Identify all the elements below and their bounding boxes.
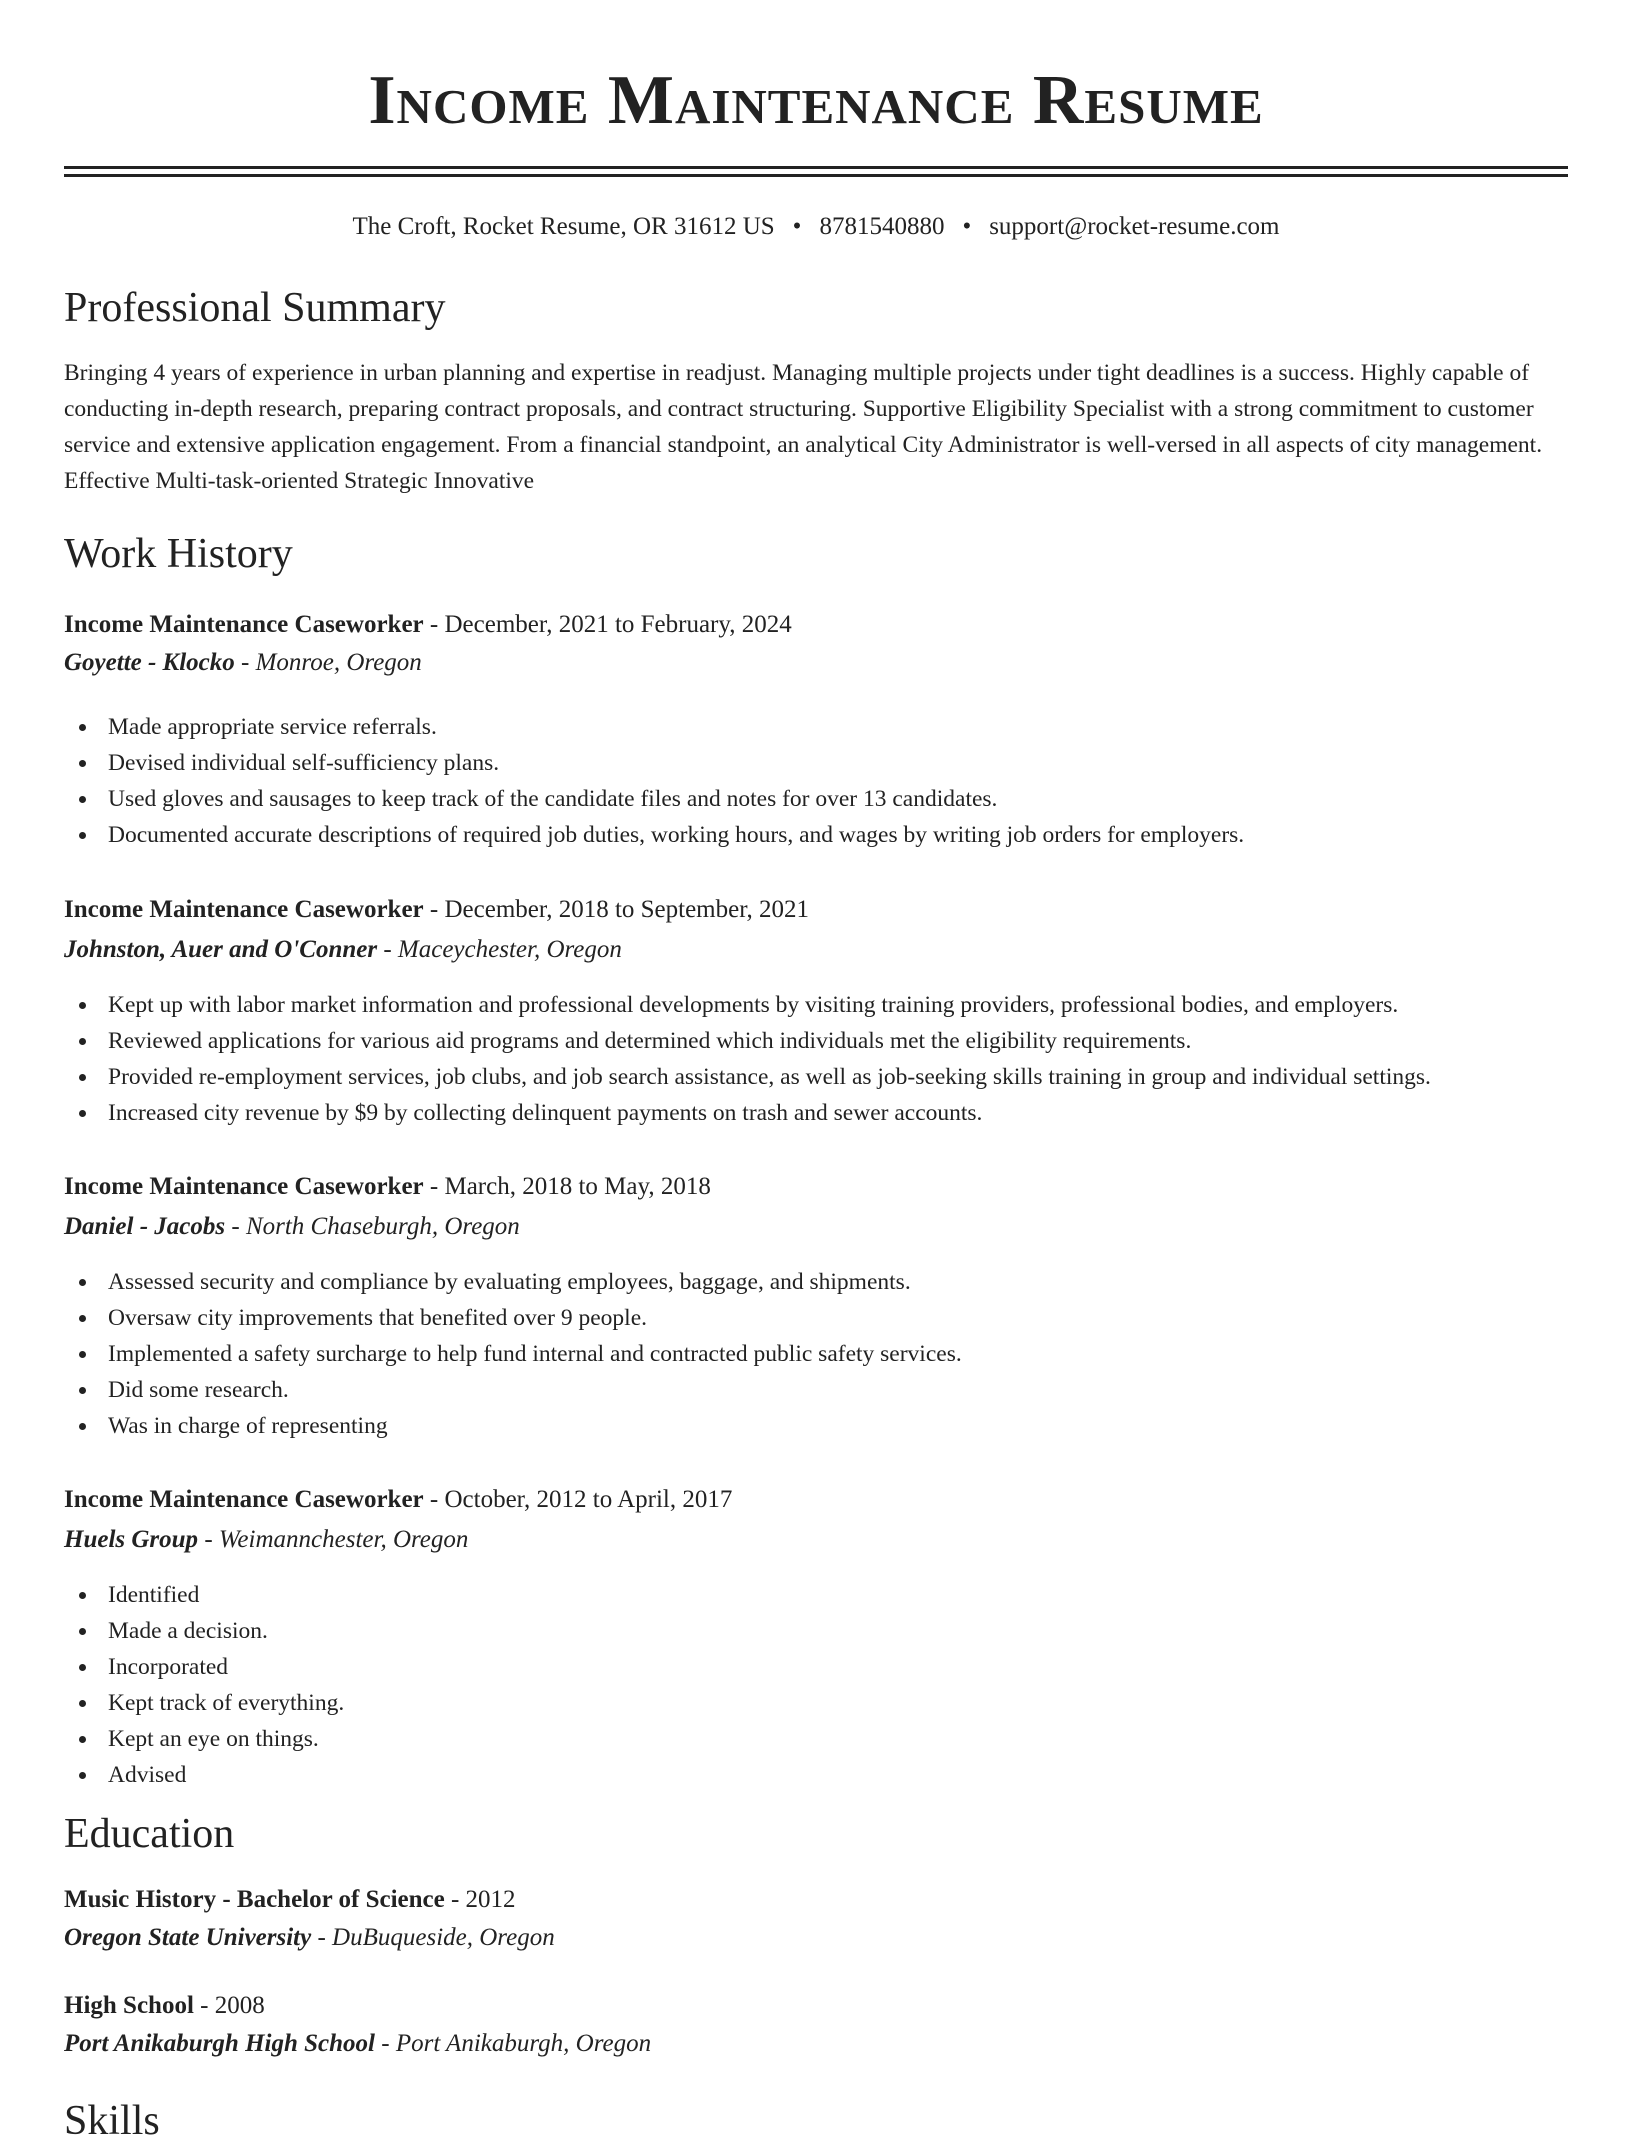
contact-separator: •: [962, 213, 972, 240]
job-dates: December, 2018 to September, 2021: [444, 896, 810, 923]
job-bullet: Kept an eye on things.: [64, 1721, 1568, 1757]
contact-email: support@rocket-resume.com: [989, 213, 1280, 240]
job-bullet: Documented accurate descriptions of required job duties, working hours, and wages by writing job orders for employers.: [64, 817, 1568, 853]
job-bullet-list: [64, 1577, 1568, 1793]
job-bullet: Advised: [64, 1757, 1568, 1793]
dash: -: [377, 936, 398, 963]
dash: -: [423, 896, 445, 923]
job-bullet-list: [64, 1264, 1568, 1444]
job-bullet: Made a decision.: [64, 1613, 1568, 1649]
dash: -: [234, 649, 256, 676]
contact-address: The Croft, Rocket Resume, OR 31612 US: [352, 213, 775, 240]
job-entry: [64, 612, 1568, 853]
summary-text: Bringing 4 years of experience in urban planning and expertise in readjust. Managing multiple projects under tight deadlines is a success. Highly capable of conducting in-depth research, preparing contract proposals, and contract structuring. Supportive Eligibility Specialist with a strong commitment to customer service and extensive application engagement. From a financial standpoint, an analytical City Administrator is well-versed in all aspects of city management. Effective Multi-task-oriented Strategic Innovative: [64, 360, 1543, 494]
dash: -: [311, 1924, 333, 1951]
education-degree-line: [64, 1993, 1568, 2018]
job-company-line: [64, 650, 1568, 675]
job-company: Goyette - Klocko: [64, 649, 235, 676]
job-title-line: [64, 612, 1568, 637]
dash: -: [444, 1886, 466, 1913]
education-school-line: [64, 1925, 1568, 1950]
job-entry: [64, 1174, 1568, 1444]
job-company: Johnston, Auer and O'Conner: [64, 936, 378, 963]
job-bullet: Used gloves and sausages to keep track of the candidate files and notes for over 13 candidates.: [64, 781, 1568, 817]
title-divider-bottom: [64, 174, 1568, 177]
job-dates: October, 2012 to April, 2017: [444, 1486, 733, 1513]
job-bullet: Made appropriate service referrals.: [64, 709, 1568, 745]
job-title-line: [64, 897, 1568, 922]
dash: -: [225, 1213, 246, 1240]
dash: -: [198, 1526, 219, 1553]
education-location: DuBuqueside, Oregon: [332, 1924, 555, 1951]
education-location: Port Anikaburgh, Oregon: [395, 2030, 652, 2057]
dash: -: [423, 1486, 445, 1513]
education-year: 2012: [465, 1886, 516, 1913]
education-degree: Music History - Bachelor of Science: [64, 1886, 445, 1913]
job-bullet: Assessed security and compliance by evaluating employees, baggage, and shipments.: [64, 1264, 1568, 1300]
summary-heading: Professional Summary: [64, 285, 446, 331]
job-company: Daniel - Jacobs: [64, 1213, 226, 1240]
education-school: Oregon State University: [64, 1924, 312, 1951]
job-role: Income Maintenance Caseworker: [64, 611, 424, 638]
contact-line: [64, 214, 1568, 239]
job-company: Huels Group: [64, 1526, 199, 1553]
job-list: [64, 612, 1568, 1793]
job-bullet-list: [64, 709, 1568, 853]
dash: -: [374, 2030, 396, 2057]
job-role: Income Maintenance Caseworker: [64, 1486, 424, 1513]
job-bullet: Devised individual self-sufficiency plans.: [64, 745, 1568, 781]
job-bullet-list: [64, 987, 1568, 1131]
resume-title: Income Maintenance Resume: [368, 62, 1264, 139]
job-location: Maceychester, Oregon: [397, 936, 622, 963]
job-title-line: [64, 1487, 1568, 1512]
job-bullet: Incorporated: [64, 1649, 1568, 1685]
job-bullet: Identified: [64, 1577, 1568, 1613]
education-school: Port Anikaburgh High School: [64, 2030, 375, 2057]
contact-separator: •: [792, 213, 802, 240]
job-role: Income Maintenance Caseworker: [64, 1173, 424, 1200]
dash: -: [423, 611, 445, 638]
job-bullet: Was in charge of representing: [64, 1408, 1568, 1444]
resume-page: [64, 0, 1568, 2142]
job-bullet: Increased city revenue by $9 by collecting delinquent payments on trash and sewer accounts.: [64, 1095, 1568, 1131]
dash: -: [423, 1173, 445, 1200]
job-bullet: Kept track of everything.: [64, 1685, 1568, 1721]
dash: -: [193, 1992, 215, 2019]
education-entry: [64, 1887, 1568, 1950]
job-company-line: [64, 1527, 1568, 1552]
job-entry: [64, 1487, 1568, 1793]
skills-heading: Skills: [64, 2098, 160, 2144]
job-company-line: [64, 937, 1568, 962]
job-dates: December, 2021 to February, 2024: [444, 611, 792, 638]
job-bullet: Implemented a safety surcharge to help fund internal and contracted public safety services.: [64, 1336, 1568, 1372]
job-bullet: Oversaw city improvements that benefited over 9 people.: [64, 1300, 1568, 1336]
education-degree: High School: [64, 1992, 194, 2019]
job-company-line: [64, 1214, 1568, 1239]
education-entry: [64, 1993, 1568, 2056]
work-history-heading: Work History: [64, 531, 293, 577]
education-heading: Education: [64, 1811, 235, 1857]
contact-phone: 8781540880: [819, 213, 945, 240]
job-entry: [64, 897, 1568, 1131]
job-dates: March, 2018 to May, 2018: [444, 1173, 711, 1200]
education-list: [64, 1887, 1568, 2056]
job-title-line: [64, 1174, 1568, 1199]
education-school-line: [64, 2031, 1568, 2056]
job-bullet: Reviewed applications for various aid programs and determined which individuals met the eligibility requirements.: [64, 1023, 1568, 1059]
job-location: Weimannchester, Oregon: [218, 1526, 469, 1553]
job-location: Monroe, Oregon: [255, 649, 422, 676]
job-bullet: Provided re-employment services, job clubs, and job search assistance, as well as job-seeking skills training in group and individual settings.: [64, 1059, 1568, 1095]
job-bullet: Kept up with labor market information and professional developments by visiting training providers, professional bodies, and employers.: [64, 987, 1568, 1023]
education-degree-line: [64, 1887, 1568, 1912]
job-location: North Chaseburgh, Oregon: [245, 1213, 520, 1240]
job-role: Income Maintenance Caseworker: [64, 896, 424, 923]
education-year: 2008: [214, 1992, 265, 2019]
job-bullet: Did some research.: [64, 1372, 1568, 1408]
